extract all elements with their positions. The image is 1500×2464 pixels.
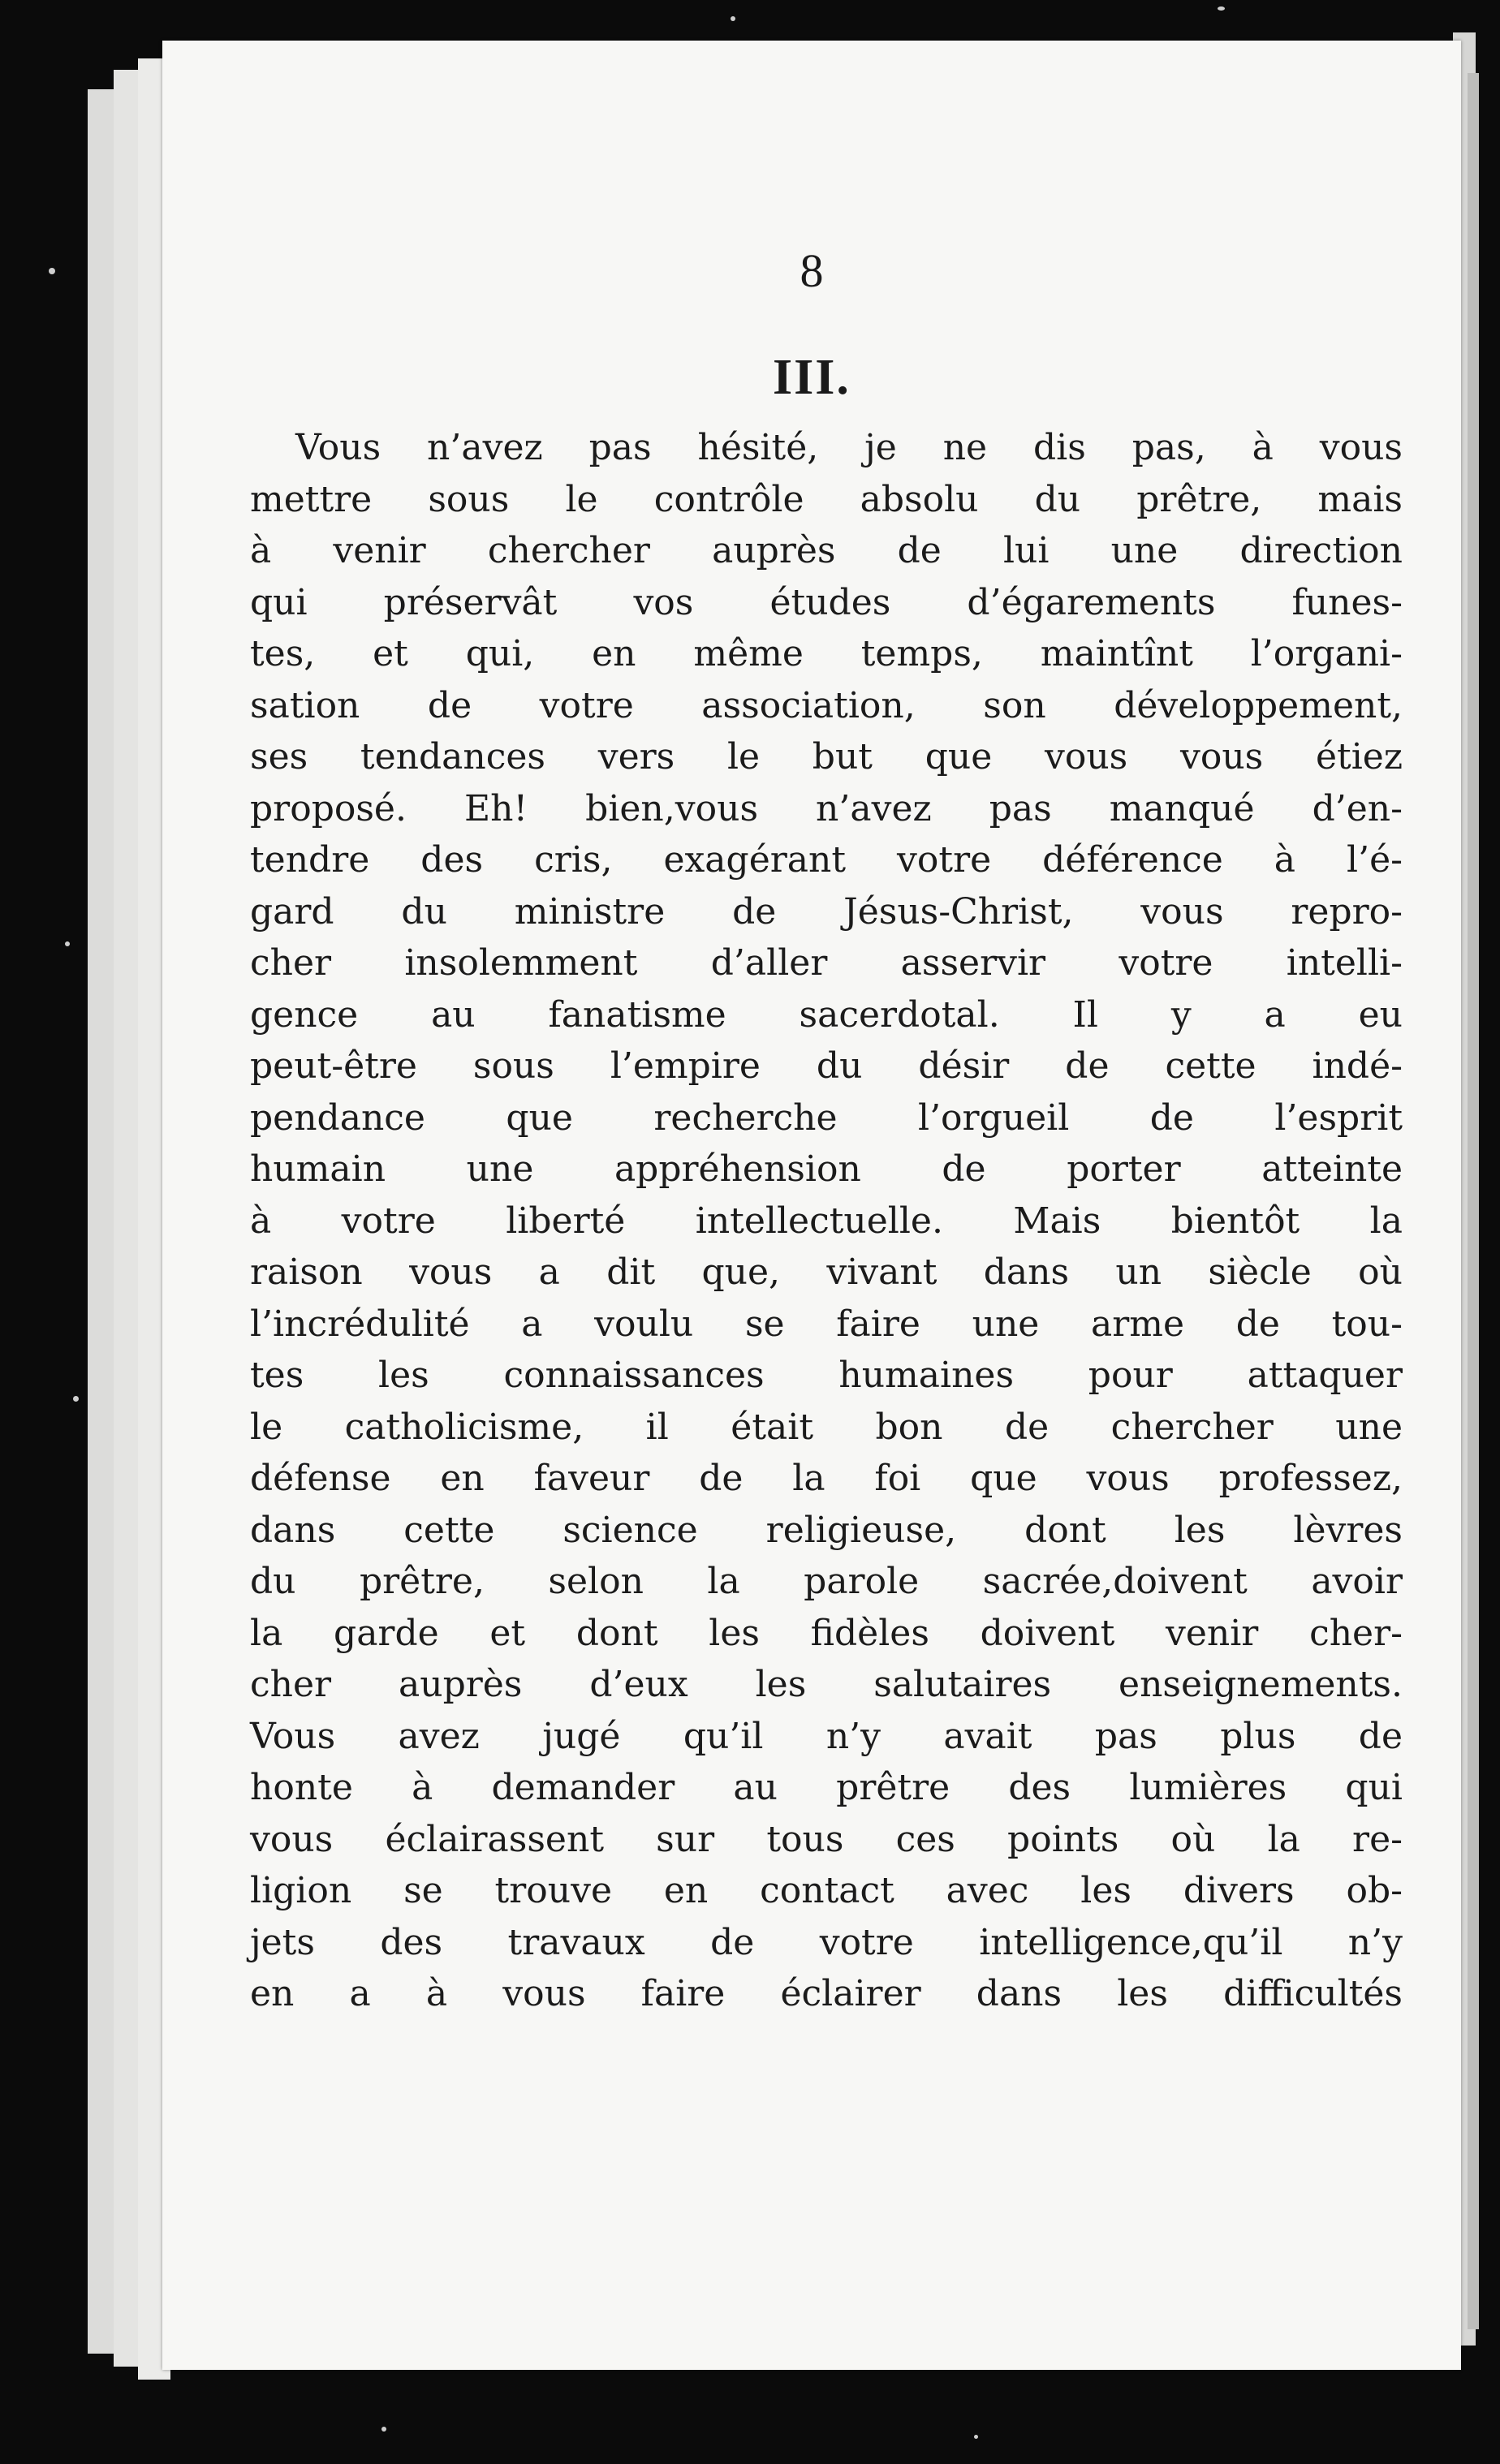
text-line: pendance que recherche l’orgueil de l’esprit: [250, 1096, 1403, 1139]
text-line: humain une appréhension de porter atteinte: [250, 1148, 1403, 1190]
text-line: ses tendances vers le but que vous vous étiez: [250, 736, 1403, 778]
text-line: dans cette science religieuse, dont les lèvres: [250, 1509, 1403, 1551]
scan-speck: [381, 2427, 386, 2432]
text-line: proposé. Eh! bien,vous n’avez pas manqué d’en-: [250, 787, 1403, 829]
scan-speck: [974, 2435, 978, 2439]
body-text: [250, 422, 1403, 2020]
text-line: à votre liberté intellectuelle. Mais bientôt la: [250, 1200, 1403, 1242]
text-line: en a à vous faire éclairer dans les difficultés: [250, 1973, 1403, 2014]
text-line: gard du ministre de Jésus-Christ, vous repro-: [250, 890, 1403, 933]
text-line: tes, et qui, en même temps, maintînt l’organi-: [250, 633, 1403, 674]
text-line: tes les connaissances humaines pour attaquer: [250, 1355, 1403, 1396]
text-line: la garde et dont les fidèles doivent venir cher-: [250, 1612, 1403, 1654]
text-line: honte à demander au prêtre des lumières qui: [250, 1767, 1403, 1808]
text-line: cher auprès d’eux les salutaires enseignements.: [250, 1664, 1403, 1705]
scan-speck: [731, 16, 735, 21]
page-number: 8: [800, 244, 824, 297]
text-line: ligion se trouve en contact avec les divers ob-: [250, 1870, 1403, 1911]
text-line: mettre sous le contrôle absolu du prêtre, mais: [250, 478, 1403, 520]
text-line: Vous avez jugé qu’il n’y avait pas plus de: [250, 1715, 1403, 1757]
text-line: raison vous a dit que, vivant dans un siècle où: [250, 1251, 1403, 1293]
text-line: sation de votre association, son développement,: [250, 684, 1403, 726]
text-line: le catholicisme, il était bon de chercher une: [250, 1406, 1403, 1448]
text-line: à venir chercher auprès de lui une direction: [250, 530, 1403, 571]
text-line: vous éclairassent sur tous ces points où la re-: [250, 1818, 1403, 1860]
page-edge: [1468, 73, 1479, 2329]
scan-speck: [49, 268, 55, 274]
text-line: gence au fanatisme sacerdotal. Il y a eu: [250, 993, 1403, 1036]
text-line: l’incrédulité a voulu se faire une arme de tou-: [250, 1303, 1403, 1345]
text-line: tendre des cris, exagérant votre déférence à l’é-: [250, 839, 1403, 881]
text-line: jets des travaux de votre intelligence,qu’il n’y: [250, 1921, 1403, 1963]
text-line: cher insolemment d’aller asservir votre intelli-: [250, 942, 1403, 984]
text-line: défense en faveur de la foi que vous professez,: [250, 1458, 1403, 1499]
text-line: du prêtre, selon la parole sacrée,doivent avoir: [250, 1561, 1403, 1602]
scan-speck: [73, 1396, 79, 1402]
section-heading: III.: [773, 350, 851, 405]
text-line: qui préservât vos études d’égarements funes-: [250, 581, 1403, 623]
text-line: peut-être sous l’empire du désir de cette indé-: [250, 1045, 1403, 1087]
scan-speck: [65, 941, 70, 946]
text-line: Vous n’avez pas hésité, je ne dis pas, à vous: [295, 427, 1403, 468]
scan-speck: [1218, 6, 1225, 11]
